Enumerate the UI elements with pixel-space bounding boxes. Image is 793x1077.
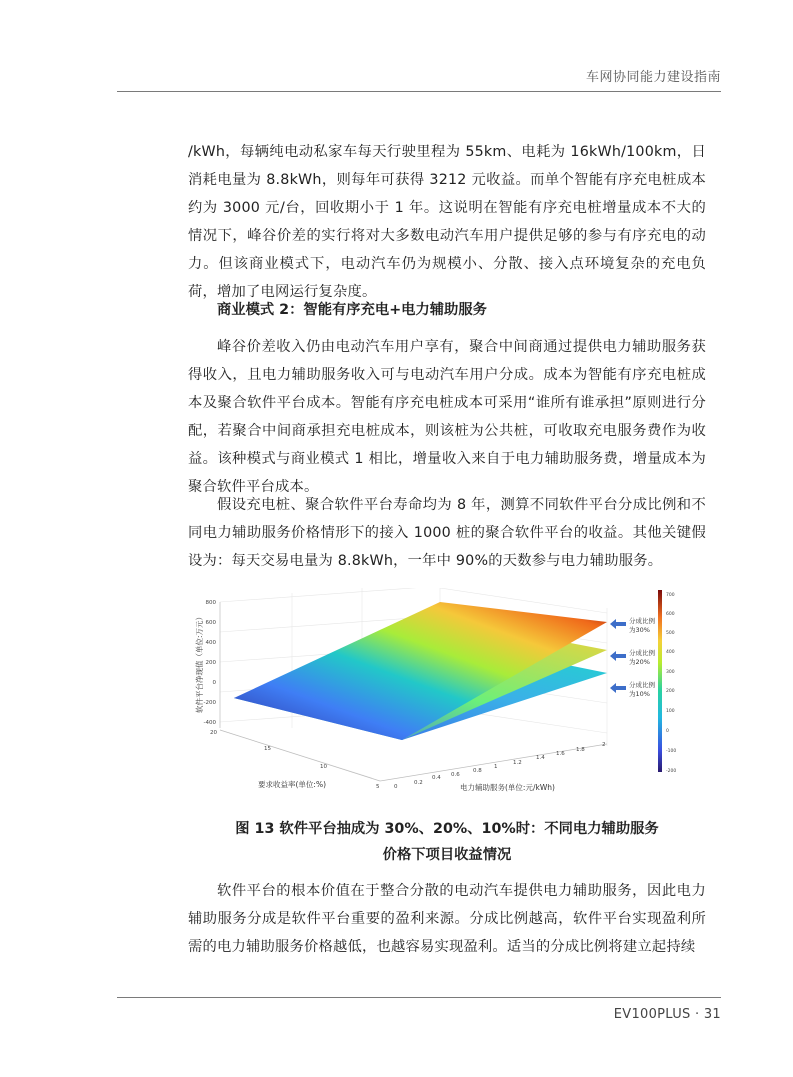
footer-rule <box>117 997 721 998</box>
svg-text:-400: -400 <box>203 720 216 726</box>
paragraph-1-block <box>188 138 706 306</box>
svg-text:500: 500 <box>666 631 675 636</box>
x-axis-label: 电力辅助服务(单位:元/kWh) <box>460 783 555 792</box>
svg-text:0: 0 <box>212 680 216 686</box>
svg-text:0.6: 0.6 <box>451 772 460 778</box>
svg-text:200: 200 <box>205 660 216 666</box>
svg-text:分成比例: 分成比例 <box>629 649 655 657</box>
paragraph-4-block <box>188 877 706 961</box>
colorbar <box>658 590 662 772</box>
svg-text:-200: -200 <box>203 700 216 706</box>
svg-text:600: 600 <box>205 620 216 626</box>
section-heading-block <box>188 296 706 324</box>
svg-text:分成比例: 分成比例 <box>629 617 655 625</box>
svg-text:700: 700 <box>666 593 675 598</box>
svg-text:400: 400 <box>666 650 675 655</box>
svg-text:0.4: 0.4 <box>432 775 441 781</box>
paragraph-4: 软件平台的根本价值在于整合分散的电动汽车提供电力辅助服务，因此电力辅助服务分成是软件平台重要的盈利来源。分成比例越高，软件平台实现盈利所需的电力辅助服务价格越低，也越容易实现盈利。适当的分成比例将建立起持续 <box>188 883 706 955</box>
arrow-left-icon <box>610 683 626 693</box>
svg-text:5: 5 <box>376 784 380 790</box>
figure-caption-line-2: 价格下项目收益情况 <box>382 847 512 863</box>
paragraph-2-block <box>188 333 706 501</box>
svg-text:100: 100 <box>666 709 675 714</box>
z-axis-label: 软件平台净现值（单位:万元） <box>195 612 204 714</box>
annotation-30 <box>610 616 656 634</box>
svg-text:200: 200 <box>666 689 675 694</box>
arrow-left-icon <box>610 619 626 629</box>
paragraph-3: 假设充电桩、聚合软件平台寿命均为 8 年，测算不同软件平台分成比例和不同电力辅助服务价格情形下的接入 1000 桩的聚合软件平台的收益。其他关键假设为：每天交易电量为 8.8kWh，一年中 90%的天数参与电力辅助服务。 <box>188 497 706 569</box>
svg-text:0.8: 0.8 <box>473 768 482 774</box>
svg-text:1.8: 1.8 <box>576 747 585 753</box>
svg-text:600: 600 <box>666 612 675 617</box>
paragraph-2: 峰谷价差收入仍由电动汽车用户享有，聚合中间商通过提供电力辅助服务获得收入，且电力辅助服务收入可与电动汽车用户分成。成本为智能有序充电桩成本及聚合软件平台成本。智能有序充电桩成本可采用“谁所有谁承担”原则进行分配，若聚合中间商承担充电桩成本，则该桩为公共桩，可收取充电服务费作为收益。该种模式与商业模式 1 相比，增量收入来自于电力辅助服务费，增量成本为聚合软件平台成本。 <box>188 339 706 495</box>
paragraph-3-block <box>188 491 706 575</box>
arrow-left-icon <box>610 651 626 661</box>
svg-text:2: 2 <box>602 742 606 748</box>
svg-text:为20%: 为20% <box>629 658 650 666</box>
z-axis-ticks <box>204 600 217 726</box>
chart-svg <box>192 588 692 800</box>
svg-text:1.6: 1.6 <box>556 751 565 757</box>
svg-text:300: 300 <box>666 670 675 675</box>
paragraph-1: /kWh，每辆纯电动私家车每天行驶里程为 55km、电耗为 16kWh/100km，日消耗电量为 8.8kWh，则每年可获得 3212 元收益。而单个智能有序充电桩成本约为 3000 元/台，回收期小于 1 年。这说明在智能有序充电桩增量成本不大的情况下，峰谷价差的实行将对大多数电动汽车用户提供足够的参与有序充电的动力。但该商业模式下，电动汽车仍为规模小、分散、接入点环境复杂的充电负荷，增加了电网运行复杂度。 <box>188 144 706 300</box>
svg-text:-100: -100 <box>666 749 677 754</box>
figure-3d-surface-chart <box>192 588 692 800</box>
svg-text:400: 400 <box>205 640 216 646</box>
header-title: 车网协同能力建设指南 <box>585 70 721 85</box>
svg-text:10: 10 <box>320 764 327 770</box>
footer-page-label: EV100PLUS · 31 <box>613 1007 721 1022</box>
svg-text:-200: -200 <box>666 769 677 774</box>
y-axis-label: 要求收益率(单位:%) <box>258 780 327 789</box>
svg-text:分成比例: 分成比例 <box>629 681 655 689</box>
svg-text:1.2: 1.2 <box>513 760 522 766</box>
svg-text:为10%: 为10% <box>629 690 650 698</box>
svg-text:0.2: 0.2 <box>414 780 423 786</box>
header-rule <box>117 91 721 92</box>
svg-text:为30%: 为30% <box>629 626 650 634</box>
svg-text:1: 1 <box>494 764 498 770</box>
section-heading: 商业模式 2：智能有序充电+电力辅助服务 <box>217 302 487 318</box>
svg-text:800: 800 <box>205 600 216 606</box>
colorbar-ticks <box>666 592 676 774</box>
figure-caption-line-1: 图 13 软件平台抽成为 30%、20%、10%时：不同电力辅助服务 <box>235 821 659 837</box>
svg-text:15: 15 <box>264 746 271 752</box>
annotation-10 <box>610 680 656 698</box>
svg-text:20: 20 <box>210 730 217 736</box>
annotation-20 <box>610 648 656 666</box>
svg-text:1.4: 1.4 <box>536 755 545 761</box>
svg-text:0: 0 <box>394 784 398 790</box>
svg-text:0: 0 <box>666 729 669 734</box>
